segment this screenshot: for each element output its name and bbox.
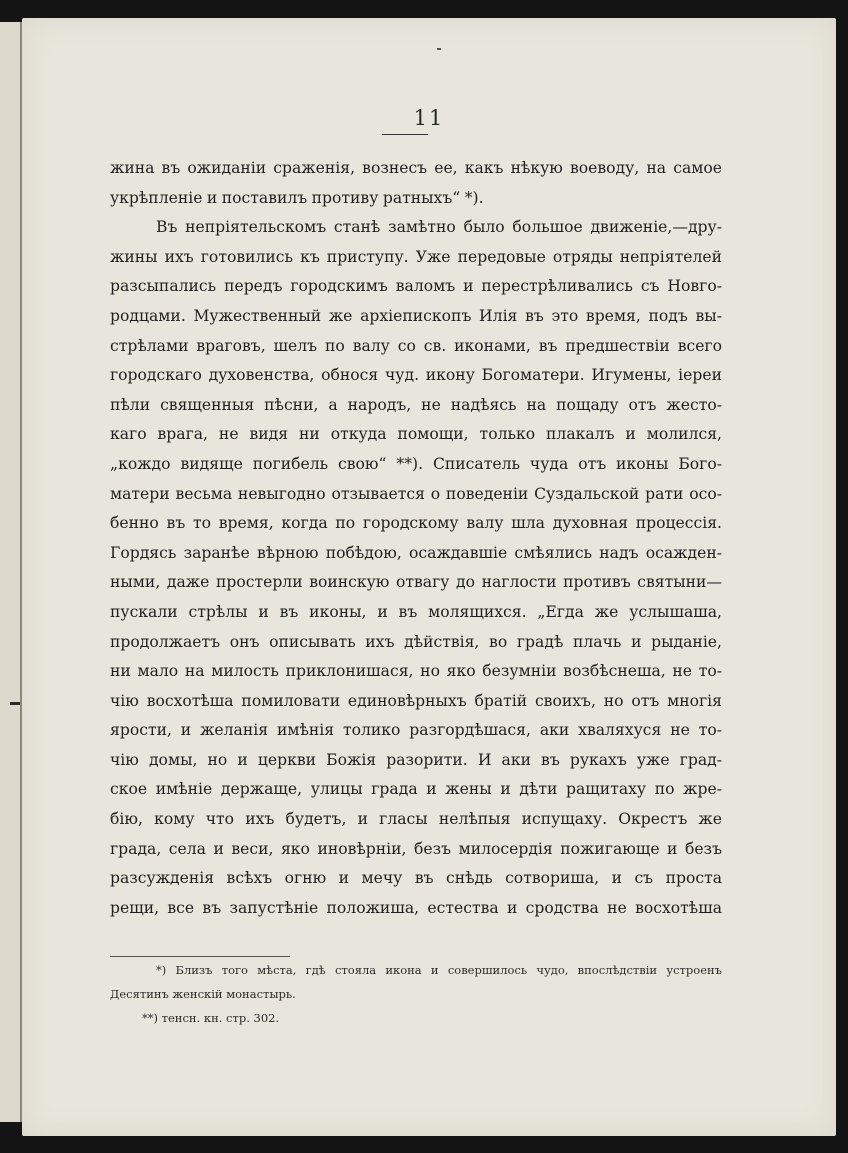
text-line: разсужденія всѣхъ огню и мечу въ снѣдь сотвориша, и съ проста (110, 869, 722, 888)
text-line: бію, кому что ихъ будетъ, и гласы нелѣпыя испущаху. Окрестъ же (110, 810, 722, 829)
text-line: жина въ ожиданіи сраженія, вознесъ ее, какъ нѣкую воеводу, на самое (110, 159, 722, 177)
page-number: 11 (413, 106, 445, 130)
text-line: града, села и веси, яко иновѣрніи, безъ милосердія пожигающе и безъ (110, 839, 722, 858)
footnote-line: Десятинъ женскій монастырь. (110, 987, 296, 1001)
text-line: матери весьма невыгодно отзывается о поведеніи Суздальской рати осо- (110, 484, 722, 503)
text-line: „кождо видяще погибель свою“ **). Списатель чуда отъ иконы Бого- (110, 454, 722, 473)
text-line: жины ихъ готовились къ приступу. Уже передовые отряды непріятелей (110, 247, 722, 266)
text-line: укрѣпленіе и поставилъ противу ратныхъ“ *). (110, 188, 484, 207)
body-text (110, 154, 722, 923)
text-line: бенно въ то время, когда по городскому валу шла духовная процессія. (110, 514, 722, 533)
text-line: ными, даже простерли воинскую отвагу до наглости противъ святыни— (110, 573, 722, 592)
text-line: чію домы, но и церкви Божія разорити. И аки въ рукахъ уже град- (110, 750, 722, 769)
top-mark (437, 48, 441, 50)
text-line: Гордясь заранѣе вѣрною побѣдою, осаждавшіе смѣялись надъ осажден- (110, 543, 722, 562)
text-line: пускали стрѣлы и въ иконы, и въ молящихся. „Егда же услышаша, (110, 602, 722, 621)
text-line: чію восхотѣша помиловати единовѣрныхъ братій своихъ, но отъ многія (110, 691, 722, 710)
footnote-rule (110, 956, 290, 957)
text-line: рещи, все въ запустѣніе положиша, естества и сродства не восхотѣша (110, 898, 722, 917)
book-page (22, 18, 836, 1136)
text-line: Въ непріятельскомъ станѣ замѣтно было большое движеніе,—дру- (156, 218, 722, 237)
text-line: продолжаетъ онъ описывать ихъ дѣйствія, во градѣ плачь и рыданіе, (110, 632, 722, 651)
page-edge-mark (10, 702, 20, 705)
page-number-rule (382, 134, 428, 135)
text-line: ярости, и желанія имѣнія толико разгордѣшася, аки хваляхуся не то- (110, 721, 722, 740)
text-line: городскаго духовенства, обнося чуд. икону Богоматери. Игумены, іереи (110, 366, 722, 385)
text-line: ское имѣніе держаще, улицы града и жены и дѣти ращитаху по жре- (110, 780, 722, 799)
text-line: разсыпались передъ городскимъ валомъ и перестрѣливались съ Новго- (110, 277, 722, 296)
footnotes (110, 958, 722, 1030)
footnote-line: **) тенсн. кн. стр. 302. (142, 1011, 280, 1025)
text-line: ни мало на милость приклонишася, но яко безумніи возбѣснеша, не то- (110, 662, 722, 681)
text-line: родцами. Мужественный же архіепископъ Илія въ это время, подъ вы- (110, 306, 722, 325)
text-line: пѣли священныя пѣсни, а народъ, не надѣясь на пощаду отъ жесто- (110, 395, 722, 414)
previous-page-edge (0, 22, 22, 1122)
text-line: стрѣлами враговъ, шелъ по валу со св. иконами, въ предшествіи всего (110, 336, 722, 355)
text-line: каго врага, не видя ни откуда помощи, только плакалъ и молился, (110, 425, 722, 444)
footnote-line: *) Близъ того мѣста, гдѣ стояла икона и совершилось чудо, впослѣдствіи устроенъ (156, 963, 722, 977)
